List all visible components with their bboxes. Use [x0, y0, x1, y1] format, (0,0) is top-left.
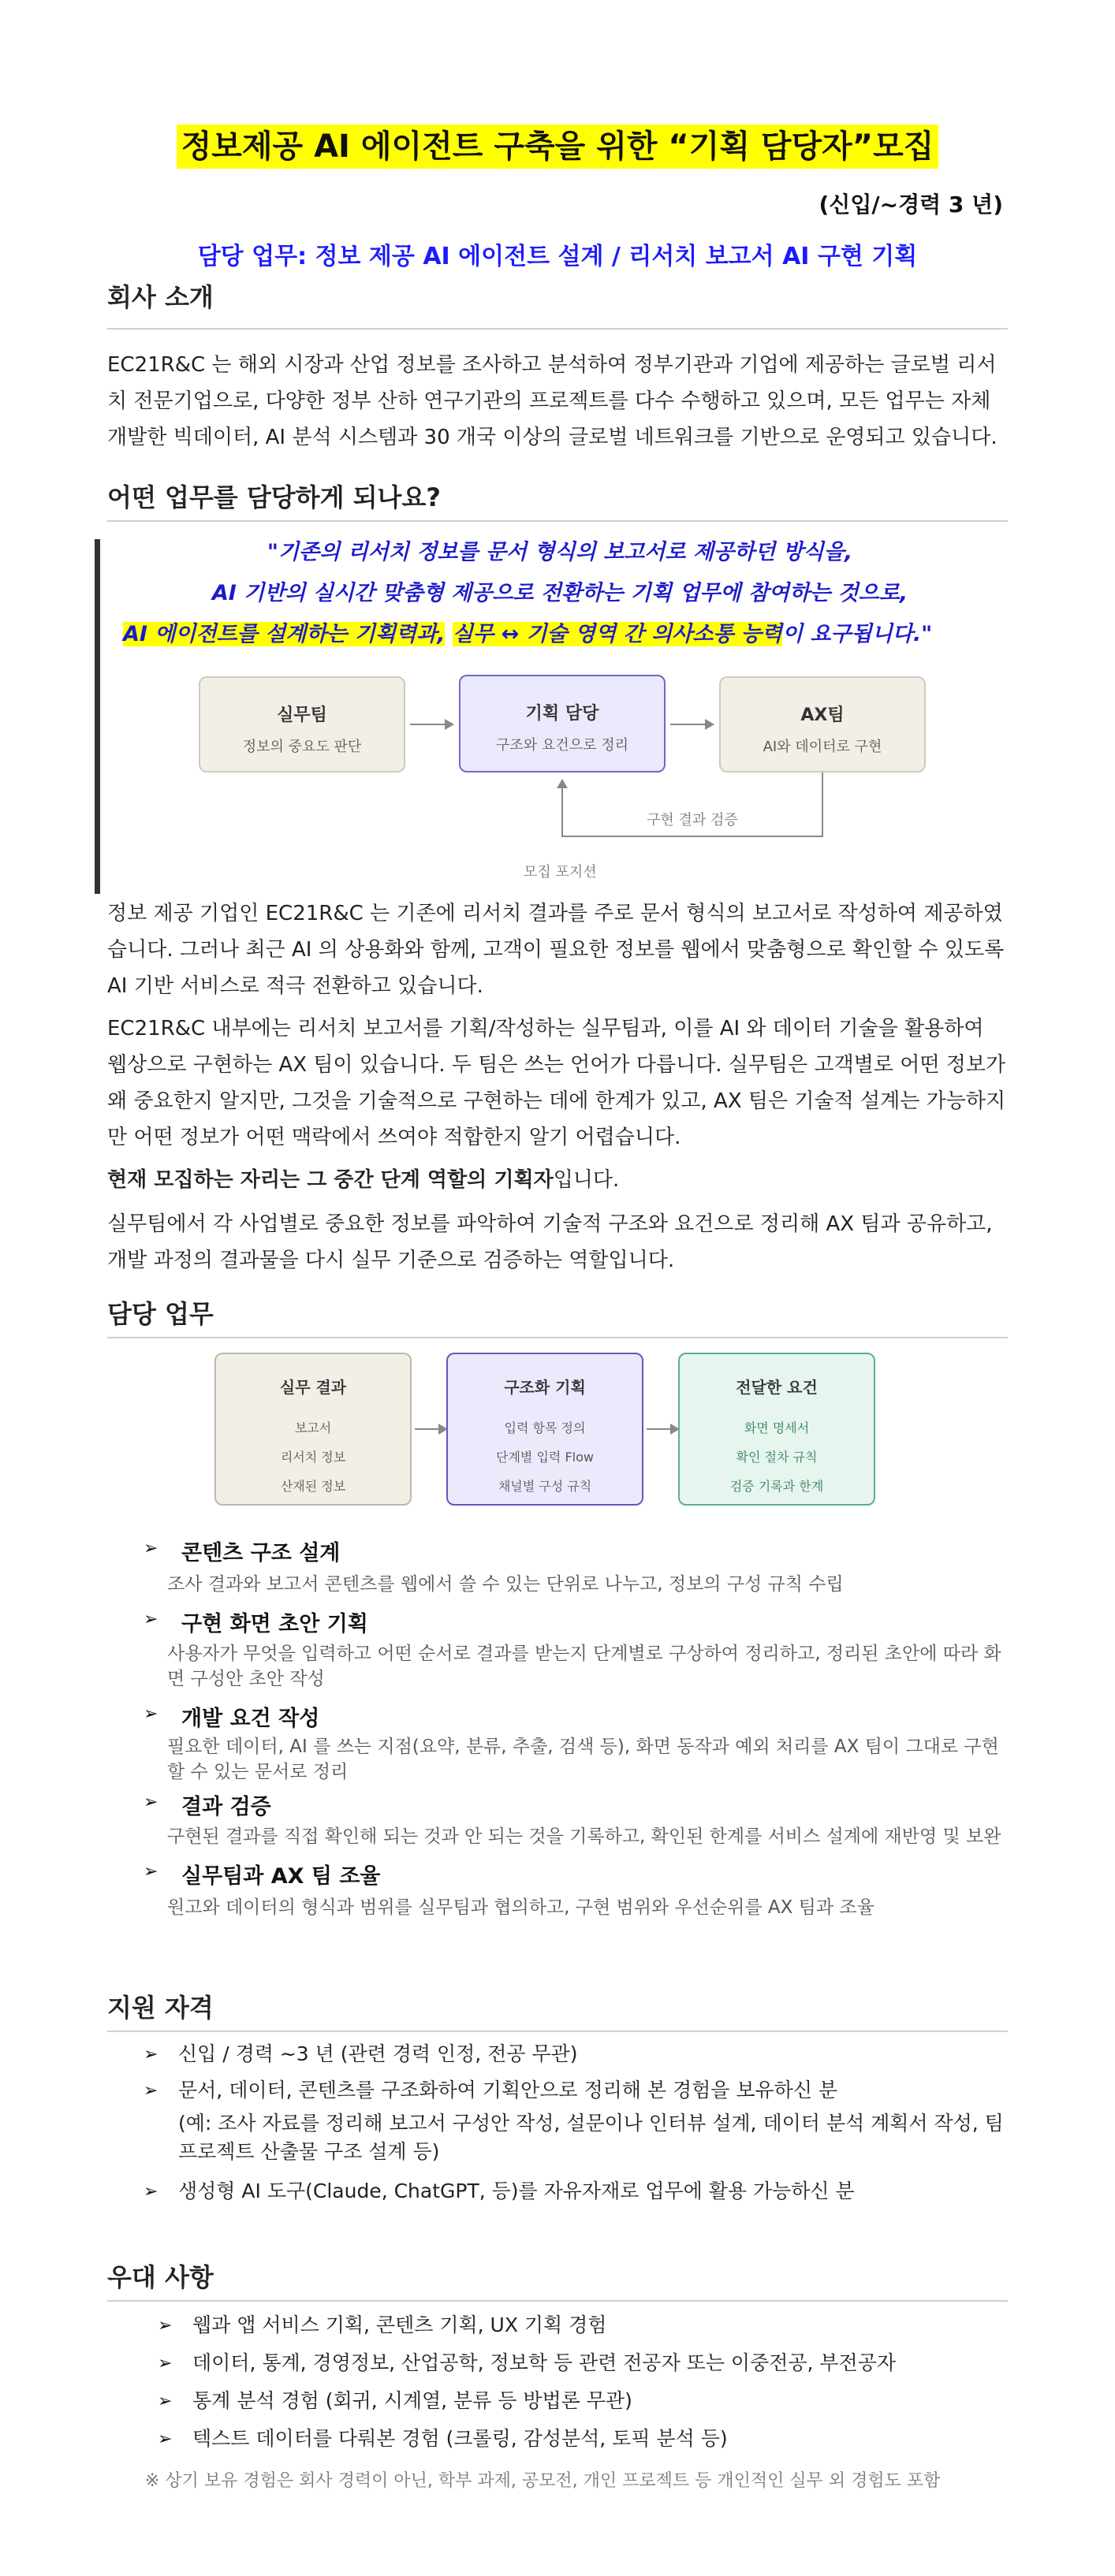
preferred-item: 데이터, 통계, 경영정보, 산업공학, 정보학 등 관련 전공자 또는 이중전공, 부전공자: [192, 2351, 897, 2374]
feedback-line: [561, 787, 563, 837]
duty-flow-title: 전달한 요건: [736, 1378, 818, 1397]
preferred-item: 웹과 앱 서비스 기획, 콘텐츠 기획, UX 기획 경험: [192, 2314, 607, 2336]
divider: [107, 520, 1008, 522]
quote-highlight-2: 실무 ↔ 기술 영역 간 의사소통 능력: [452, 622, 782, 646]
flow-arrow: [670, 724, 713, 725]
flow-box-planner: [459, 675, 666, 772]
work-paragraph-3-bold: 현재 모집하는 자리는 그 중간 단계 역할의 기획자: [107, 1168, 554, 1192]
work-paragraph-4: 실무팀에서 각 사업별로 중요한 정보를 파악하여 기술적 구조와 요건으로 정리해 AX 팀과 공유하고, 개발 과정의 결과물을 다시 실무 기준으로 검증하는 역할입니다.: [107, 1212, 993, 1272]
bullet-icon: ➢: [144, 2081, 158, 2101]
page-title: 정보제공 AI 에이전트 구축을 위한 “기획 담당자”모집: [177, 125, 939, 169]
duty-item-desc: 조사 결과와 보고서 콘텐츠를 웹에서 쓸 수 있는 단위로 나누고, 정보의 구성 규칙 수립: [167, 1574, 844, 1595]
divider: [107, 328, 1008, 329]
qualification-item: 생성형 AI 도구(Claude, ChatGPT, 등)를 자유자재로 업무에 활용 가능하신 분: [178, 2180, 855, 2202]
qualifications-heading: 지원 자격: [107, 1993, 214, 2023]
bullet-icon: ➢: [144, 1704, 158, 1724]
title-wrap: [0, 125, 1115, 169]
duty-item-desc: 원고와 데이터의 형식과 범위를 실무팀과 협의하고, 구현 범위와 우선순위를 AX 팀과 조율: [167, 1897, 874, 1918]
divider: [107, 2031, 1008, 2032]
duty-flow-item: 확인 절차 규칙: [736, 1450, 818, 1465]
feedback-arrow-head: [557, 779, 568, 788]
preferred-item: 통계 분석 경험 (회귀, 시계열, 분류 등 방법론 무관): [192, 2389, 632, 2412]
flow-box-title: AX팀: [800, 705, 845, 725]
duty-flow-arrow: [647, 1428, 678, 1430]
duty-flow-box-1: [214, 1353, 412, 1506]
preferred-heading: 우대 사항: [107, 2262, 214, 2292]
work-paragraph-3: [107, 1162, 1008, 1198]
preferred-item: 텍스트 데이터를 다뤄본 경험 (크롤링, 감성분석, 토픽 분석 등): [192, 2427, 728, 2450]
duty-item-desc: 필요한 데이터, AI 를 쓰는 지점(요약, 분류, 추출, 검색 등), 화면 동작과 예외 처리를 AX 팀이 그대로 구현할 수 있는 문서로 정리: [167, 1737, 999, 1782]
duty-item-title: 콘텐츠 구조 설계: [181, 1541, 341, 1565]
duty-flow-arrow: [415, 1428, 446, 1430]
quote-bar: [95, 539, 100, 894]
bullet-icon: ➢: [158, 2392, 173, 2411]
bullet-icon: ➢: [144, 1539, 158, 1558]
duty-item-title: 실무팀과 AX 팀 조율: [181, 1864, 381, 1889]
quote-line-1: "기존의 리서치 정보를 문서 형식의 보고서로 제공하던 방식을,: [267, 540, 853, 564]
duty-flow-item: 검증 기록과 한계: [729, 1479, 824, 1494]
qualification-example: (예: 조사 자료를 정리해 보고서 구성안 작성, 설문이나 인터뷰 설계, 데이터 분석 계획서 작성, 팀 프로젝트 산출물 구조 설계 등): [178, 2112, 1004, 2163]
bullet-icon: ➢: [144, 2045, 158, 2064]
company-body: EC21R&C 는 해외 시장과 산업 정보를 조사하고 분석하여 정부기관과 기업에 제공하는 글로벌 리서치 전문기업으로, 다양한 정부 산하 연구기관의 프로젝트를 다수 수행하고 있으며, 모든 업무는 자체 개발한 빅데이터, AI 분석 시스템과 30 개국 이상의 글로벌 네트워크를 기반으로 운영되고 있습니다.: [107, 353, 998, 449]
duty-flow-item: 보고서: [294, 1420, 332, 1435]
divider: [107, 2300, 1008, 2302]
duty-flow-item: 단계별 입력 Flow: [496, 1450, 594, 1465]
company-heading: 회사 소개: [107, 282, 214, 312]
duty-flow-title: 구조화 기획: [504, 1378, 586, 1397]
work-heading: 어떤 업무를 담당하게 되나요?: [107, 482, 441, 512]
feedback-line: [561, 836, 823, 837]
bullet-icon: ➢: [158, 2354, 173, 2373]
duty-item-title: 구현 화면 초안 기획: [181, 1612, 368, 1636]
duty-flow-item: 화면 명세서: [744, 1420, 810, 1435]
duties-heading: 담당 업무: [107, 1299, 214, 1329]
flow-box-sub: AI와 데이터로 구현: [763, 739, 882, 755]
duty-item-desc: 구현된 결과를 직접 확인해 되는 것과 안 되는 것을 기록하고, 확인된 한계를 서비스 설계에 재반영 및 보완: [167, 1826, 1001, 1847]
quote-tail: 이 요구됩니다.": [781, 622, 933, 646]
work-paragraph-2: EC21R&C 내부에는 리서치 보고서를 기획/작성하는 실무팀과, 이를 AI 와 데이터 기술을 활용하여 웹상으로 구현하는 AX 팀이 있습니다. 두 팀은 쓰는 언어가 다릅니다. 실무팀은 고객별로 어떤 정보가 왜 중요한지 알지만, 그것을 기술적으로 구현하는 데에 한계가 있고, AX 팀은 기술적 설계는 가능하지만 어떤 정보가 어떤 맥락에서 쓰여야 적합한지 알기 어렵습니다.: [107, 1017, 1006, 1149]
work-paragraph-3-rest: 입니다.: [553, 1168, 620, 1192]
duty-item-title: 개발 요건 작성: [181, 1707, 320, 1731]
feedback-label: 구현 결과 검증: [647, 812, 738, 828]
duty-flow-box-2: [446, 1353, 643, 1506]
flow-box-title: 실무팀: [277, 705, 327, 725]
duty-flow-item: 채널별 구성 규칙: [498, 1479, 592, 1494]
duty-flow-item: 산재된 정보: [280, 1479, 346, 1494]
bullet-icon: ➢: [144, 1862, 158, 1882]
page-subtitle: (신입/~경력 3 년): [819, 192, 1003, 218]
duty-flow-item: 리서치 정보: [280, 1450, 346, 1465]
flow-box-sub: 정보의 중요도 판단: [242, 739, 362, 755]
bullet-icon: ➢: [144, 1610, 158, 1629]
bullet-icon: ➢: [158, 2316, 173, 2336]
bullet-icon: ➢: [144, 1792, 158, 1812]
work-paragraph-1: 정보 제공 기업인 EC21R&C 는 기존에 리서치 결과를 주로 문서 형식의 보고서로 작성하여 제공하였습니다. 그러나 최근 AI 의 상용화와 함께, 고객이 필요한 정보를 웹에서 맞춤형으로 확인할 수 있도록 AI 기반 서비스로 적극 전환하고 있습니다.: [107, 902, 1005, 998]
qualification-item: 문서, 데이터, 콘텐츠를 구조화하여 기획안으로 정리해 본 경험을 보유하신 분: [178, 2079, 838, 2101]
flow-box-ax-team: [719, 676, 926, 772]
bullet-icon: ➢: [144, 2182, 158, 2202]
flow-box-title: 기획 담당: [525, 704, 599, 724]
duty-item-title: 결과 검증: [181, 1795, 271, 1819]
diagram-caption: 모집 포지션: [524, 864, 597, 880]
divider: [107, 1337, 1008, 1338]
flow-box-sub: 구조와 요건으로 정리: [496, 737, 628, 754]
quote-highlight-1: AI 에이전트를 설계하는 기획력과,: [123, 622, 446, 646]
duty-summary: 담당 업무: 정보 제공 AI 에이전트 설계 / 리서치 보고서 AI 구현 기획: [197, 243, 918, 270]
quote-line-2: AI 기반의 실시간 맞춤형 제공으로 전환하는 기획 업무에 참여하는 것으로,: [211, 581, 908, 605]
preferred-note: ※ 상기 보유 경험은 회사 경력이 아닌, 학부 과제, 공모전, 개인 프로젝트 등 개인적인 실무 외 경험도 포함: [145, 2471, 941, 2491]
feedback-line: [822, 772, 823, 836]
qualification-item: 신입 / 경력 ~3 년 (관련 경력 인정, 전공 무관): [178, 2042, 578, 2065]
duty-flow-box-3: [678, 1353, 875, 1506]
quote-line-3: [123, 616, 1022, 647]
duty-flow-item: 입력 항목 정의: [504, 1420, 586, 1435]
flow-arrow: [410, 724, 453, 725]
duty-item-desc: 사용자가 무엇을 입력하고 어떤 순서로 결과를 받는지 단계별로 구상하여 정리하고, 정리된 초안에 따라 화면 구성안 초안 작성: [167, 1644, 1001, 1689]
bullet-icon: ➢: [158, 2429, 173, 2449]
flow-box-practice-team: [199, 676, 405, 772]
duty-flow-title: 실무 결과: [279, 1378, 347, 1397]
